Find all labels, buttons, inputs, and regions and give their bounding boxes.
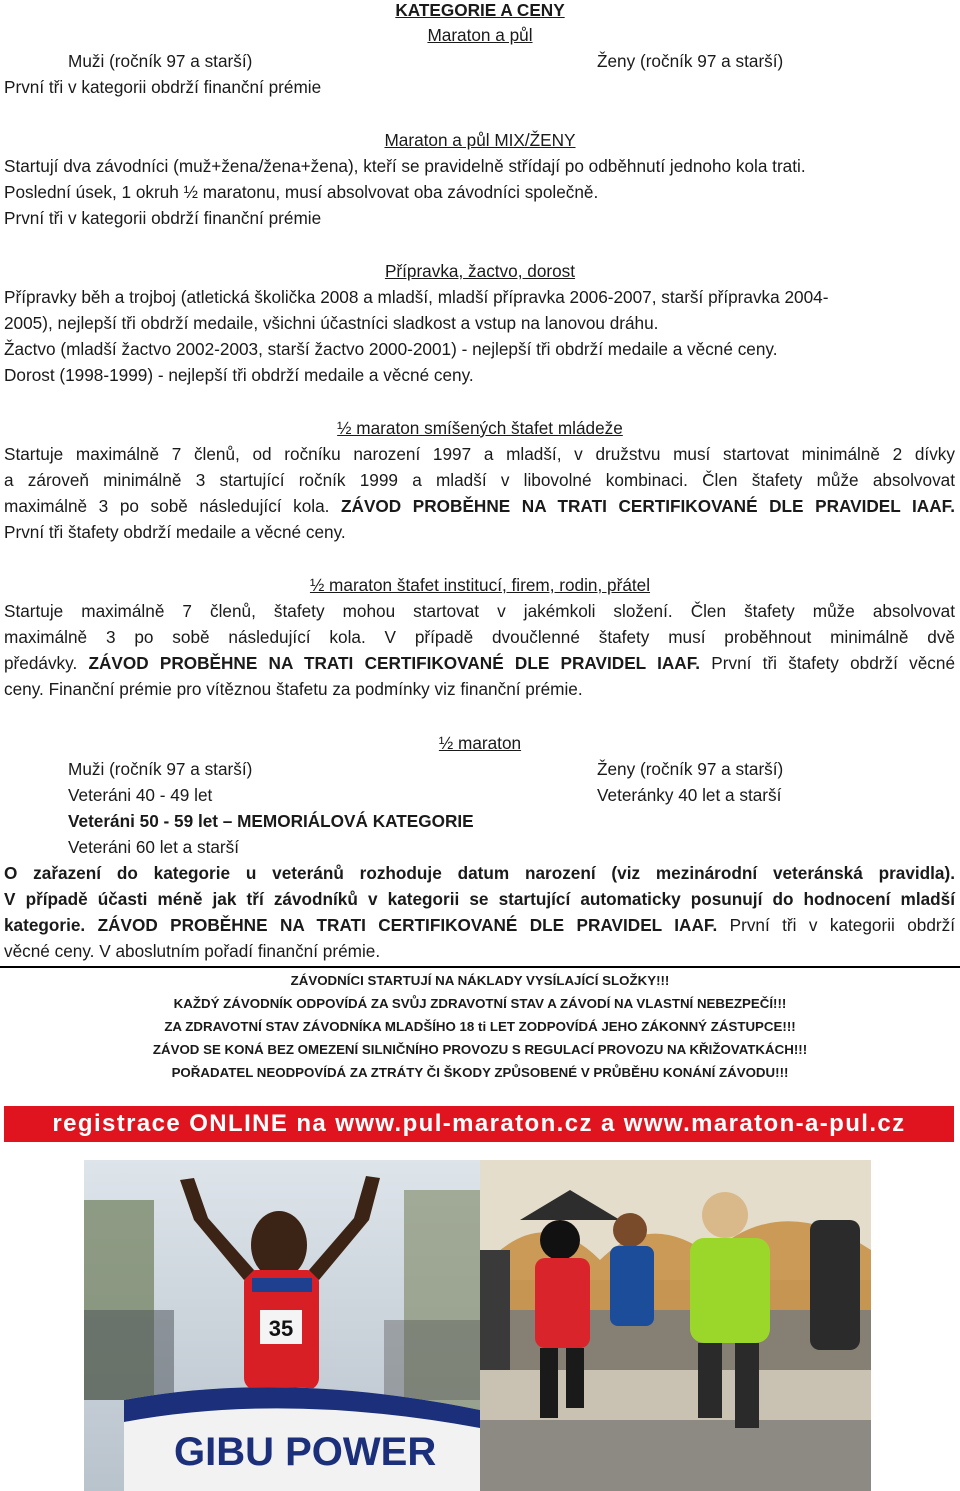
registration-banner[interactable]: registrace ONLINE na www.pul-maraton.cz a www.maraton-a-pul.cz: [4, 1106, 954, 1142]
mp-men-category: Muži (ročník 97 a starší): [68, 51, 253, 71]
page-title: KATEGORIE A CENY: [395, 0, 565, 20]
heading-maraton-a-pul: Maraton a půl: [427, 25, 533, 45]
children-runners-photo: [480, 1160, 871, 1491]
heading-youth: Přípravka, žactvo, dorost: [384, 261, 576, 281]
youth-line-3: Žactvo (mladší žactvo 2002-2003, starší žactvo 2000-2001) - nejlepší tři obdrží medaile a věcné ceny.: [4, 339, 778, 359]
heading-institution-relay: ½ maraton štafet institucí, firem, rodin, přátel: [309, 575, 651, 595]
half-bold-line-1: O zařazení do kategorie u veteránů rozhoduje datum narození (viz mezinárodní veteránská pravidla).: [4, 863, 955, 883]
half-bold-line-2: V případě účasti méně jak tří závodníků v kategorii se startující automaticky posunují do hodnocení mladší: [4, 889, 955, 909]
half-line-3-bold: kategorie. ZÁVOD PROBĚHNE NA TRATI CERTIFIKOVANÉ DLE PRAVIDEL IAAF.: [4, 915, 718, 935]
youth-relay-line-4: První tři štafety obdrží medaile a věcné ceny.: [4, 522, 346, 542]
iaaf-notice: ZÁVOD PROBĚHNE NA TRATI CERTIFIKOVANÉ DLE PRAVIDEL IAAF.: [88, 653, 701, 673]
youth-relay-line-2: a zároveň minimálně 3 startující ročník 1999 a mladší v libovolné kombinaci. Člen štafety může absolvovat: [4, 470, 955, 490]
half-line-4: věcné ceny. V aboslutním pořadí finanční prémie.: [4, 941, 381, 961]
youth-relay-line-1: Startuje maximálně 7 členů, od ročníku narození 1997 a mladší, v družstvu musí startovat minimálně 2 dívky: [4, 444, 955, 464]
half-veterans-60: Veteráni 60 let a starší: [68, 837, 240, 857]
inst-relay-line-3: [4, 650, 955, 676]
warning-line: ZÁVOD SE KONÁ BEZ OMEZENÍ SILNIČNÍHO PROVOZU S REGULACÍ PROVOZU NA KŘIŽOVATKÁCH!!!: [152, 1042, 808, 1057]
mp-women-category: Ženy (ročník 97 a starší): [597, 51, 784, 71]
inst-relay-line-1: Startuje maximálně 7 členů, štafety mohou startovat v jakémkoli složení. Člen štafety může absolvovat: [4, 601, 955, 621]
marathon-runner-photo: [84, 1160, 480, 1491]
inst-relay-line-4: ceny. Finanční prémie pro vítěznou štafetu za podmínky viz finanční prémie.: [4, 679, 583, 699]
inst-relay-line-3-tail: První tři štafety obdrží věcné: [700, 653, 955, 673]
inst-relay-line-2: maximálně 3 po sobě následující kola. V případě dvoučlenné štafety musí proběhnout minimálně dvě: [4, 627, 955, 647]
youth-line-1: Přípravky běh a trojboj (atletická školička 2008 a mladší, mladší přípravka 2006-2007, starší přípravka 2004-: [4, 287, 829, 307]
divider-line: [0, 966, 960, 968]
mix-line-1: Startují dva závodníci (muž+žena/žena+žena), kteří se pravidelně střídají po odběhnutí jednoho kola trati.: [4, 156, 806, 176]
youth-relay-line-3-text: maximálně 3 po sobě následující kola.: [4, 496, 342, 516]
warning-line: ZA ZDRAVOTNÍ STAV ZÁVODNÍKA MLADŠÍHO 18 ti LET ZODPOVÍDÁ JEHO ZÁKONNÝ ZÁSTUPCE!!!: [164, 1019, 796, 1034]
half-veterans-40: Veteráni 40 - 49 let: [68, 785, 213, 805]
half-veterans-50-memorial: Veteráni 50 - 59 let – MEMORIÁLOVÁ KATEGORIE: [68, 811, 474, 831]
warning-line: POŘADATEL NEODPOVÍDÁ ZA ZTRÁTY ČI ŠKODY ZPŮSOBENÉ V PRŮBĚHU KONÁNÍ ZÁVODU!!!: [171, 1065, 789, 1080]
youth-relay-line-3: [4, 493, 955, 519]
warning-line: KAŽDÝ ZÁVODNÍK ODPOVÍDÁ ZA SVŮJ ZDRAVOTNÍ STAV A ZÁVODÍ NA VLASTNÍ NEBEZPEČÍ!!!: [173, 996, 787, 1011]
photo-banner-text: GIBU POWER: [174, 1430, 437, 1474]
heading-mix: Maraton a půl MIX/ŽENY: [384, 130, 576, 150]
half-line-3: [4, 912, 955, 938]
heading-youth-relay: ½ maraton smíšených štafet mládeže: [337, 418, 623, 438]
youth-line-2: 2005), nejlepší tři obdrží medaile, všichni účastníci sladkost a vstup na lanovou dráhu.: [4, 313, 659, 333]
mix-line-2: Poslední úsek, 1 okruh ½ maratonu, musí absolvovat oba závodníci společně.: [4, 182, 599, 202]
half-women-category: Ženy (ročník 97 a starší): [597, 759, 784, 779]
half-veteran-women-40: Veteránky 40 let a starší: [597, 785, 782, 805]
iaaf-notice: ZÁVOD PROBĚHNE NA TRATI CERTIFIKOVANÉ DLE PRAVIDEL IAAF.: [341, 496, 955, 516]
mix-line-3: První tři v kategorii obdrží finanční prémie: [4, 208, 322, 228]
inst-relay-line-3-text: předávky.: [4, 653, 89, 673]
mp-prize-text: První tři v kategorii obdrží finanční prémie: [4, 77, 322, 97]
warning-line: ZÁVODNÍCI STARTUJÍ NA NÁKLADY VYSÍLAJÍCÍ SLOŽKY!!!: [290, 973, 670, 988]
half-men-category: Muži (ročník 97 a starší): [68, 759, 253, 779]
race-bib-number: 35: [268, 1316, 294, 1341]
youth-line-4: Dorost (1998-1999) - nejlepší tři obdrží medaile a věcné ceny.: [4, 365, 474, 385]
half-line-3-tail: První tři v kategorii obdrží: [717, 915, 955, 935]
heading-half-marathon: ½ maraton: [438, 733, 522, 753]
